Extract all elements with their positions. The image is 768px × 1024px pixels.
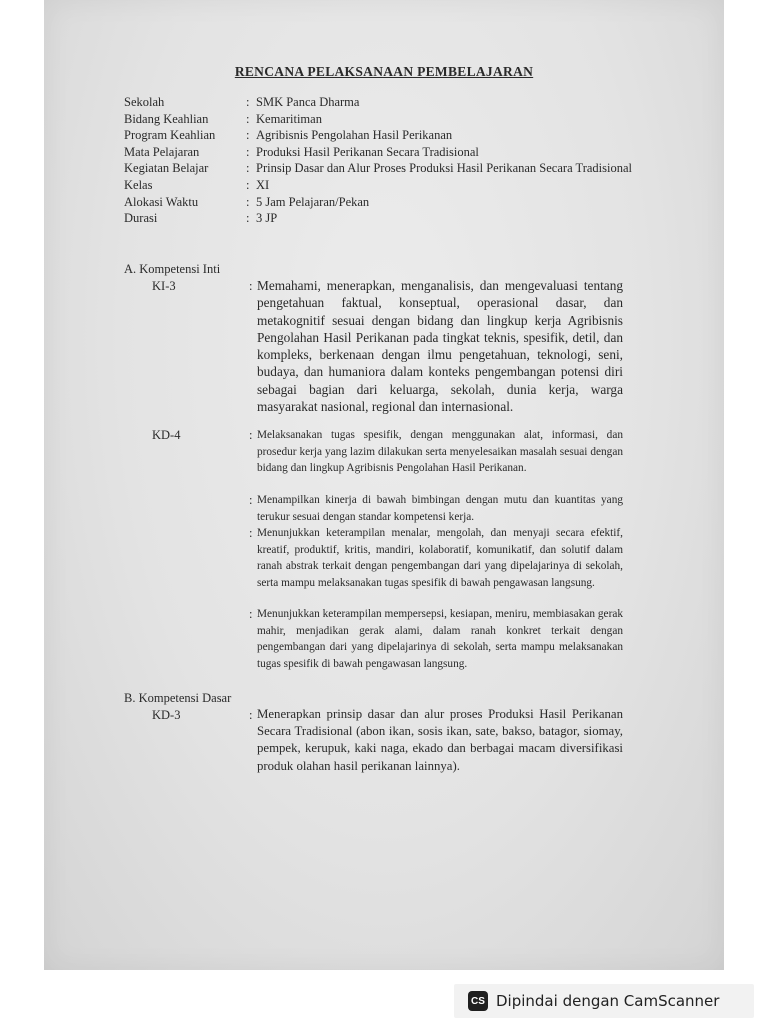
ki3-text: Memahami, menerapkan, menganalisis, dan mengevaluasi tentang pengetahuan faktual, konseptual, operasional dasar, dan metakognitif sesuai dengan bidang dan lingkup kerja Agribisnis Pengolahan Hasil Perikanan pada tingkat teknis, spesifik, detil, dan kompleks, berkenaan dengan ilmu pengetahuan, teknologi, seni, budaya, dan humaniora dalam konteks pengembangan potensi diri sebagai bagian dari keluarga, sekolah, dunia kerja, warga masyarakat nasional, regional dan internasional. bbox=[257, 278, 623, 415]
kd4-label: KD-4 bbox=[152, 428, 181, 442]
camscanner-badge bbox=[454, 984, 754, 1018]
identity-row-activity: Kegiatan Belajar : Prinsip Dasar dan Alur Proses Produksi Hasil Perikanan Secara Tradisional bbox=[124, 161, 633, 176]
kd4-item-3: Menunjukkan keterampilan menalar, mengolah, dan menyaji secara efektif, kreatif, produktif, kritis, mandiri, kolaboratif, komunikatif, dan solutif dalam ranah abstrak terkait dengan pengembangan dari yang dipelajarinya di sekolah, serta mampu melaksanakan tugas spesifik di bawah pengawasan langsung. bbox=[257, 527, 623, 589]
kd4-item-1: Melaksanakan tugas spesifik, dengan menggunakan alat, informasi, dan prosedur kerja yang lazim dilakukan serta menyelesaikan masalah sesuai dengan bidang dan lingkup Agribisnis Pengolahan Hasil Perikanan. bbox=[257, 429, 623, 474]
kd4-item-4: Menunjukkan keterampilan mempersepsi, kesiapan, meniru, membiasakan gerak mahir, menjadikan gerak alami, dalam ranah konkret terkait dengan pengembangan dari yang dipelajarinya di sekolah, serta mampu melaksanakan tugas spesifik di bawah pengawasan langsung. bbox=[257, 608, 623, 670]
scanned-page: RENCANA PELAKSANAAN PEMBELAJARAN Sekolah : SMK Panca Dharma Bidang Keahlian : Kemaritiman Program Keahlian : Agribisnis Pengolahan Hasil Perikanan Mata Pelajaran : Produksi Hasil Perikanan Secara Tradisional Kegiatan Belajar : Prinsip Dasar dan Alur Proses Produksi Hasil Perikanan Secara Tradisional Kelas : XI Alokasi Waktu : 5 Jam Pelajaran/Pekan Durasi : 3 JP A. Kompetensi Inti KI-3 : Memahami, menerapkan, menganalisis, dan mengevaluasi tentang pengetahuan faktual, konseptual, operasional dasar, dan metakognitif sesuai dengan bidang dan lingkup kerja Agribisnis Pengolahan Hasil Perikanan pada tingkat teknis, spesifik, detil, dan kompleks, berkenaan dengan ilmu pengetahuan, teknologi, seni, budaya, dan humaniora dalam konteks pengembangan potensi diri sebagai bagian dari keluarga, sekolah, dunia kerja, warga masyarakat nasional, regional dan internasional. KD-4 : Melaksanakan tugas spesifik, dengan menggunakan alat, informasi, dan prosedur kerja yang lazim dilakukan serta menyelesaikan masalah sesuai dengan bidang dan lingkup Agribisnis Pengolahan Hasil Perikanan. : Menampilkan kinerja di bawah bimbingan dengan mutu dan kuantitas yang terukur sesuai dengan standar kompetensi kerja. : Menunjukkan keterampilan menalar, mengolah, dan menyaji secara efektif, kreatif, produktif, kritis, mandiri, kolaboratif, komunikatif, dan solutif dalam ranah abstrak terkait dengan pengembangan dari yang dipelajarinya di sekolah, serta mampu melaksanakan tugas spesifik di bawah pengawasan langsung. : Menunjukkan keterampilan mempersepsi, kesiapan, meniru, membiasakan gerak mahir, menjadikan gerak alami, dalam ranah konkret terkait dengan pengembangan dari yang dipelajarinya di sekolah, serta mampu melaksanakan tugas spesifik di bawah pengawasan langsung. B. Kompetensi Dasar KD-3 : Menerapkan prinsip dasar dan alur proses Produksi Hasil Perikanan Secara Tradisional (abon ikan, sosis ikan, sate, bakso, batagor, siomay, pempek, kerupuk, kaki naga, ekado dan berbagai macam diversifikasi produk olahan hasil perikanan lainnya). bbox=[44, 0, 724, 970]
identity-row-school: Sekolah : SMK Panca Dharma bbox=[124, 95, 360, 109]
kd3-text: Menerapkan prinsip dasar dan alur proses Produksi Hasil Perikanan Secara Tradisional (abon ikan, sosis ikan, sate, bakso, batagor, siomay, pempek, kerupuk, kaki naga, ekado dan berbagai macam diversifikasi produk olahan hasil perikanan lainnya). bbox=[257, 707, 623, 773]
identity-row-field: Bidang Keahlian : Kemaritiman bbox=[124, 111, 322, 126]
ki3-label: KI-3 bbox=[152, 279, 176, 293]
document-title: RENCANA PELAKSANAAN PEMBELAJARAN bbox=[234, 64, 534, 79]
camscanner-logo-icon: CS bbox=[468, 991, 488, 1011]
identity-row-subject: Mata Pelajaran : Produksi Hasil Perikanan Secara Tradisional bbox=[124, 144, 479, 159]
identity-row-program: Program Keahlian : Agribisnis Pengolahan Hasil Perikanan bbox=[124, 128, 453, 143]
identity-row-class: Kelas : XI bbox=[124, 177, 270, 192]
camscanner-text: Dipindai dengan CamScanner bbox=[496, 992, 720, 1010]
kd3-label: KD-3 bbox=[152, 708, 181, 722]
section-b-heading: B. Kompetensi Dasar bbox=[124, 691, 232, 705]
kd4-item-2: Menampilkan kinerja di bawah bimbingan dengan mutu dan kuantitas yang terukur sesuai dengan standar kompetensi kerja. bbox=[257, 494, 623, 523]
identity-row-allocation: Alokasi Waktu : 5 Jam Pelajaran/Pekan bbox=[124, 194, 370, 209]
section-a-heading: A. Kompetensi Inti bbox=[124, 262, 221, 276]
identity-row-duration: Durasi : 3 JP bbox=[124, 211, 278, 226]
identity-block bbox=[124, 94, 644, 227]
